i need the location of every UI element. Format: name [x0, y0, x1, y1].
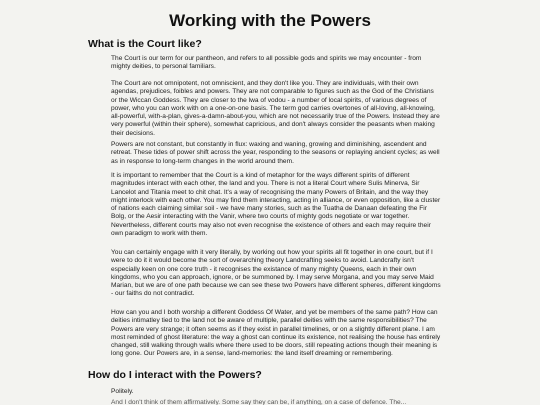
section-heading-interact: How do I interact with the Powers?: [88, 369, 262, 381]
paragraph-court-metaphor: It is important to remember that the Court is a kind of metaphor for the ways different spirits of different magnitudes interact with each other, the land and you. There is not a literal Court where Sulis Minerva, Sir Lancelot and Titania meet to chit chat. It's a way of recognising the many Powers of Britain, and the way they might interlock with each other. You may find them interacting, acting in alliance, or even opposition, like a cluster of nations each claiming similar soil - we have many stories, such as the Tuatha de Danaan defeating the Fir Bolg, or the Aesir interacting with the Vanir, where two courts of mighty gods negotiate or war together. Nevertheless, different courts may also not even recognise the existence of others and each may require their own paradigm to work with them.: [111, 172, 441, 238]
paragraph-court-definition: The Court is our term for our pantheon, and refers to all possible gods and spirits we may encounter - from mighty deities, to personal familiars.: [111, 55, 422, 71]
section-heading-court: What is the Court like?: [88, 38, 202, 50]
page-title: Working with the Powers: [169, 11, 371, 30]
paragraph-politely: Politely.: [111, 388, 134, 395]
paragraph-parallel-powers: How can you and I both worship a different Goddess Of Water, and yet be members of the same path? How can deities intimatley tied to the land not be aware of multiple, parallel deities with the same responsibilities? The Powers are very strange; it often seems as if they exist in parallel timelines, or on a slightly different plane. I am most reminded of ghost literature: the way a ghost can continue its existence, not realising the house has entirely changed, still walking through walls where there used to be doors, still repeating actions though their meaning is long gone. Our Powers are, in a sense, land-memories: the land itself dreaming or remembering.: [111, 309, 441, 358]
paragraph-cut-off: And I don't think of them affirmatively. Some say they can be, if anything, on a case of defence. The...: [111, 399, 407, 405]
paragraph-court-nature: The Court are not omnipotent, not omniscient, and they don't like you. They are individuals, with their own agendas, prejudices, foibles and powers. They are not comparable to figures such as the God of the Christians or the Wiccan Goddess. They are closer to the lwa of vodou - a number of local spirits, of various degrees of power, who you can work with on a one-on-one basis. The term god carries overtones of all-loving, all-knowing, all-powerful, with-a-plan, gives-a-damn-about-you, which are not necessarily true of the Powers. Instead they are very powerful (within their sphere), somewhat capricious, and don't always consider the peasants when making their decisions.: [111, 80, 440, 137]
paragraph-literal-engagement: You can certainly engage with it very literally, by working out how your spirits all fit together in one court, but if I were to do it it would become the sort of overarching theory Landcrafting seeks to avoid. Landcrafty isn't especially keen on one core truth - it recognises the existance of many mighty Queens, each in their own kingdoms, who you can approach, ignore, or be summoned by. I may serve Morgana, and you may serve Maid Marian, but we are of one path because we can see these two Powers have different spheres, different kingdoms - our faiths do not contradict.: [111, 249, 441, 298]
paragraph-powers-flux: Powers are not constant, but constantly in flux: waxing and waning, growing and diminishing, ascendent and retreat. These tides of power shift across the year, responding to the seasons or replaying ancient cycles; as well as in response to long-term changes in the world around them.: [111, 141, 440, 165]
